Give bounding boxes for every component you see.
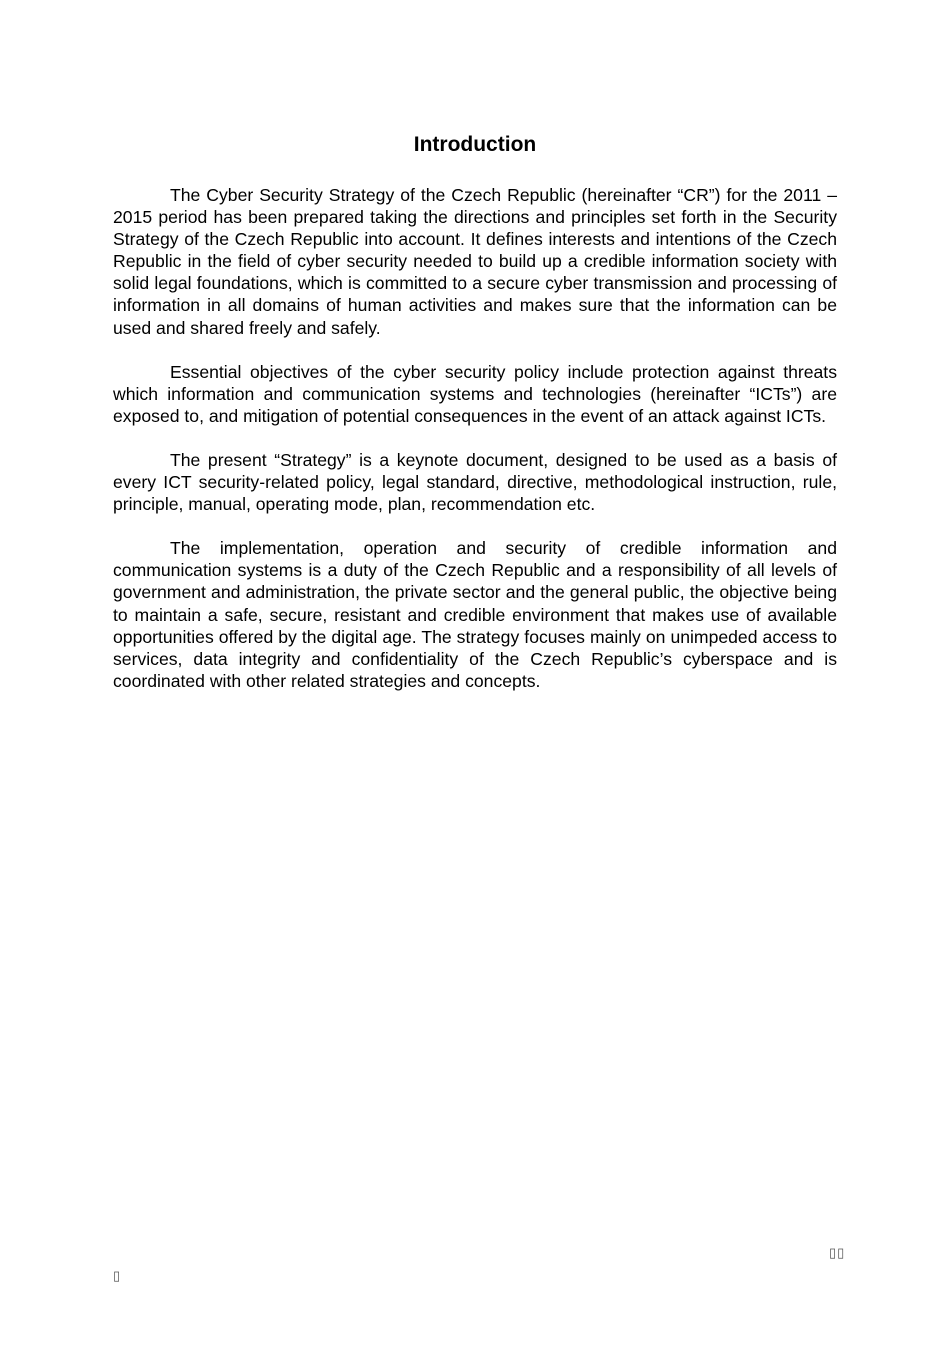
footer-mark: ▯ (113, 1268, 121, 1283)
paragraph: The Cyber Security Strategy of the Czech Republic (hereinafter “CR”) for the 2011 – 2015 period has been prepared taking the directions and principles set forth in the Security Strategy of the Czech Republic into account. It defines interests and intentions of the Czech Republic in the field of cyber security needed to build up a credible information society with solid legal foundations, which is committed to a secure cyber transmission and processing of information in all domains of human activities and makes sure that the information can be used and shared freely and safely. (113, 185, 837, 338)
paragraph: The implementation, operation and security of credible information and communication systems is a duty of the Czech Republic and a responsibility of all levels of government and administration, the private sector and the general public, the objective being to maintain a safe, secure, resistant and credible environment that makes use of available opportunities offered by the digital age. The strategy focuses mainly on unimpeded access to services, data integrity and confidentiality of the Czech Republic’s cyberspace and is coordinated with other related strategies and concepts. (113, 538, 837, 691)
page-title: Introduction (413, 133, 537, 156)
paragraph: The present “Strategy” is a keynote document, designed to be used as a basis of every ICT security-related policy, legal standard, directive, methodological instruction, rule, principle, manual, operating mode, plan, recommendation etc. (113, 449, 837, 515)
paragraph: Essential objectives of the cyber security policy include protection against threats which information and communication systems and technologies (hereinafter “ICTs”) are exposed to, and mitigation of potential consequences in the event of an attack against ICTs. (113, 361, 837, 426)
document-body (113, 184, 837, 714)
page-number: ▯▯ (829, 1245, 846, 1260)
